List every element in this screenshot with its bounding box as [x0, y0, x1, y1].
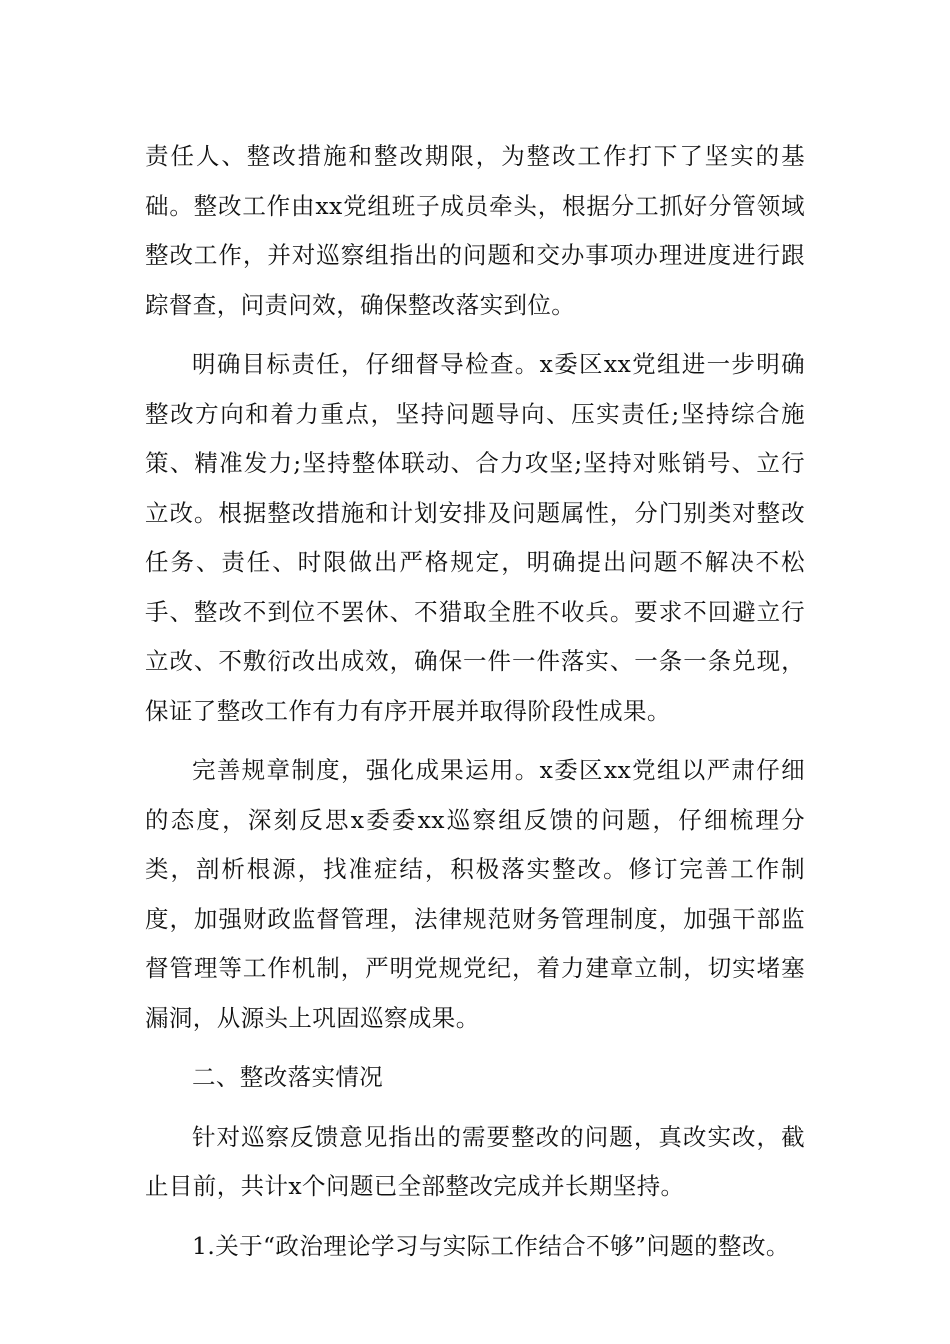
document-page: [145, 132, 805, 1281]
paragraph-rules-system: 完善规章制度，强化成果运用。x委区xx党组以严肃仔细的态度，深刻反思x委委xx巡察组反馈的问题，仔细梳理分类，剖析根源，找准症结，积极落实整改。修订完善工作制度，加强财政监督管理，法律规范财务管理制度，加强干部监督管理等工作机制，严明党规党纪，着力建章立制，切实堵塞漏洞，从源头上巩固巡察成果。: [145, 756, 805, 1032]
paragraph-rectification-summary: 针对巡察反馈意见指出的需要整改的问题，真改实改，截止目前，共计x个问题已全部整改完成并长期坚持。: [145, 1122, 805, 1200]
paragraph-target-responsibility: 明确目标责任，仔细督导检查。x委区xx党组进一步明确整改方向和着力重点，坚持问题导向、压实责任;坚持综合施策、精准发力;坚持整体联动、合力攻坚;坚持对账销号、立行立改。根据整改措施和计划安排及问题属性，分门别类对整改任务、责任、时限做出严格规定，明确提出问题不解决不松手、整改不到位不罢休、不猎取全胜不收兵。要求不回避立行立改、不敷衍改出成效，确保一件一件落实、一条一条兑现，保证了整改工作有力有序开展并取得阶段性成果。: [145, 350, 805, 725]
paragraph-responsibility-basis: 责任人、整改措施和整改期限，为整改工作打下了坚实的基础。整改工作由xx党组班子成员牵头，根据分工抓好分管领域整改工作，并对巡察组指出的问题和交办事项办理进度进行跟踪督查，问责问效，确保整改落实到位。: [145, 142, 805, 319]
section-heading-rectification-status: 二、整改落实情况: [192, 1063, 384, 1091]
item-heading-political-theory: 1.关于“政治理论学习与实际工作结合不够”问题的整改。: [192, 1231, 790, 1260]
